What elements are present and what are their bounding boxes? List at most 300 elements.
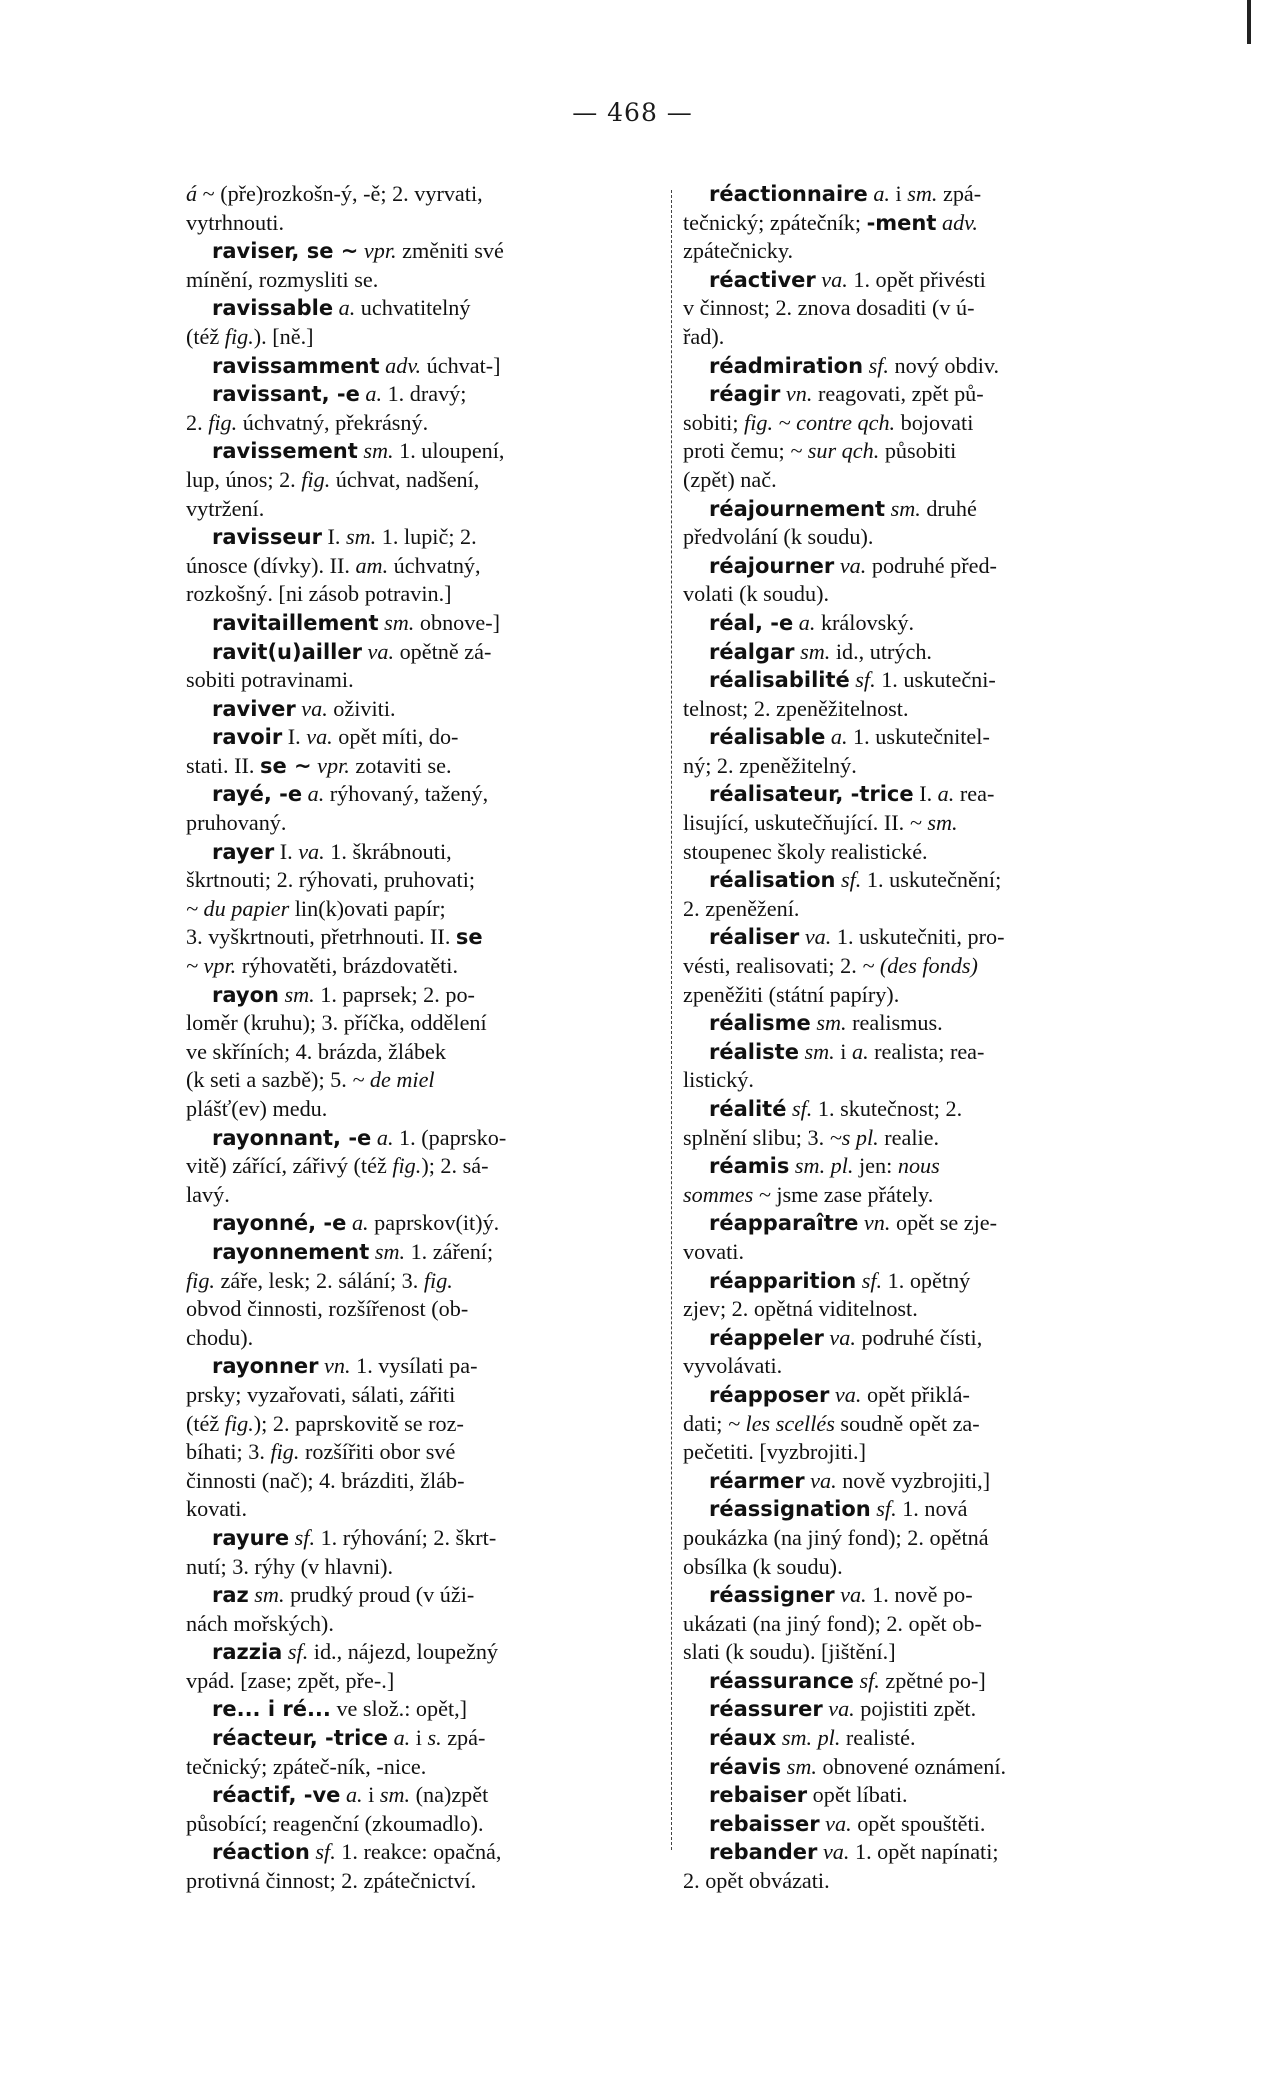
dictionary-line — [186, 1610, 666, 1639]
grammar-label: adv. — [941, 209, 978, 235]
dictionary-line — [186, 752, 666, 781]
dictionary-line — [186, 695, 666, 724]
grammar-label: a. — [393, 1725, 411, 1751]
definition-text: rea- — [954, 781, 995, 807]
definition-text: vitě) zářící, zářivý (též — [186, 1153, 393, 1179]
definition-text: úchvat, nadšení, — [330, 466, 480, 492]
definition-text: stati. II. — [186, 752, 260, 778]
dictionary-line — [683, 1066, 1161, 1095]
dictionary-line — [186, 1238, 666, 1267]
headword: rayure — [212, 1525, 290, 1550]
definition-text: podruhé před- — [866, 552, 997, 578]
dictionary-line — [186, 580, 666, 609]
grammar-label: ~ vpr. — [186, 953, 237, 979]
definition-text: listický. — [683, 1067, 754, 1093]
definition-text: zpá- — [441, 1725, 486, 1751]
dictionary-line — [683, 895, 1161, 924]
grammar-label: am. — [355, 552, 389, 578]
dictionary-line — [186, 1095, 666, 1124]
definition-text: reagovati, zpět pů- — [812, 381, 984, 407]
definition-text: slati (k soudu). [jištění.] — [683, 1639, 896, 1665]
dictionary-line — [683, 380, 1161, 409]
dictionary-line — [683, 1209, 1161, 1238]
definition-text: i — [362, 1782, 380, 1808]
dictionary-line — [683, 1124, 1161, 1153]
grammar-label: a. — [376, 1124, 394, 1150]
dictionary-line — [683, 266, 1161, 295]
grammar-label: sf. — [841, 867, 862, 893]
definition-text: I. — [321, 524, 346, 550]
dictionary-line — [683, 466, 1161, 495]
dictionary-line — [683, 666, 1161, 695]
grammar-label: sm. — [786, 1753, 817, 1779]
dictionary-line — [683, 1095, 1161, 1124]
grammar-label: va. — [840, 1582, 867, 1608]
dictionary-line — [186, 723, 666, 752]
dictionary-line — [186, 323, 666, 352]
definition-text: vytržení. — [186, 495, 265, 521]
definition-text: úchvatný, — [388, 552, 481, 578]
definition-text: jen: — [853, 1153, 898, 1179]
dictionary-line — [186, 1038, 666, 1067]
definition-text: lup, únos; 2. — [186, 466, 302, 492]
headword: rayonner — [212, 1354, 319, 1379]
grammar-label: va. — [822, 1839, 850, 1865]
definition-text: zpá- — [937, 181, 982, 206]
headword: rayé, -e — [212, 782, 303, 807]
dictionary-line — [186, 1638, 666, 1667]
grammar-label: fig. — [423, 1267, 453, 1293]
grammar-label: fig. — [392, 1153, 422, 1179]
headword: re... i ré... — [212, 1697, 331, 1722]
dictionary-line — [683, 1438, 1161, 1467]
dictionary-line — [186, 1124, 666, 1153]
definition-text: sobiti potravinami. — [186, 667, 354, 693]
grammar-label: ~ (des fonds) — [862, 953, 978, 979]
dictionary-line — [186, 1295, 666, 1324]
headword: ravit(u)ailler — [212, 639, 362, 664]
definition-text: škrtnouti; 2. rýhovati, pruhovati; — [186, 867, 476, 893]
dictionary-line — [186, 552, 666, 581]
definition-text: úchvatný, překrásný. — [237, 409, 429, 435]
headword: rebaisser — [709, 1811, 820, 1836]
definition-text: nutí; 3. rýhy (v hlavni). — [186, 1553, 394, 1579]
definition-text: zjev; 2. opětná viditelnost. — [683, 1296, 918, 1322]
grammar-label: sm. — [346, 524, 377, 550]
definition-text: vpád. [zase; zpět, pře-.] — [186, 1667, 395, 1693]
dictionary-line — [186, 952, 666, 981]
dictionary-line — [186, 1753, 666, 1782]
dictionary-line — [186, 495, 666, 524]
scan-edge-mark — [1247, 0, 1251, 44]
headword: rebander — [709, 1840, 818, 1865]
definition-text: 1. nová — [896, 1496, 968, 1522]
dictionary-line — [683, 1267, 1161, 1296]
grammar-label: sm. — [363, 438, 394, 464]
definition-text: i — [834, 1038, 852, 1064]
definition-text: druhé — [920, 495, 977, 521]
headword: réapparition — [709, 1268, 857, 1293]
definition-text: soudně opět za- — [834, 1410, 980, 1436]
dictionary-line — [683, 437, 1161, 466]
definition-text: působiti — [879, 438, 957, 464]
headword: raviser, se ~ — [212, 239, 359, 264]
headword: rayonnant, -e — [212, 1125, 372, 1150]
grammar-label: sm. — [907, 181, 938, 206]
definition-text: poukázka (na jiný fond); 2. opětná — [683, 1524, 989, 1550]
grammar-label: a. — [798, 609, 816, 635]
headword: réassigner — [709, 1583, 835, 1608]
dictionary-line — [186, 1352, 666, 1381]
definition-text: rýhovatěti, brázdovatěti. — [236, 953, 459, 979]
definition-text: 1. opět přivésti — [847, 266, 986, 292]
definition-text: ve slož.: opět,] — [330, 1696, 468, 1722]
grammar-label: sf. — [876, 1496, 897, 1522]
headword: réagir — [709, 382, 781, 407]
definition-text: nách mořských). — [186, 1610, 334, 1636]
grammar-label: ~ du papier — [186, 895, 290, 921]
headword: réapposer — [709, 1382, 830, 1407]
definition-text: opět se zje- — [890, 1210, 997, 1236]
definition-text: opět líbati. — [807, 1782, 908, 1808]
definition-text: proti čemu; — [683, 438, 791, 464]
headword: réalisateur, -trice — [709, 782, 914, 807]
dictionary-line — [186, 1381, 666, 1410]
dictionary-line — [186, 237, 666, 266]
definition-text: realisté. — [840, 1725, 916, 1751]
grammar-label: sf. — [294, 1524, 316, 1550]
grammar-label: va. — [829, 1324, 856, 1350]
dictionary-line — [186, 780, 666, 809]
definition-text: chodu). — [186, 1324, 254, 1350]
dictionary-line — [683, 580, 1161, 609]
headword: réappeler — [709, 1325, 824, 1350]
definition-text: 1. rýhování; 2. škrt- — [315, 1524, 497, 1550]
definition-text: I. — [913, 781, 938, 807]
definition-text: telnost; 2. zpeněžitelnost. — [683, 695, 909, 721]
definition-text: dati; — [683, 1410, 728, 1436]
dictionary-line — [683, 323, 1161, 352]
headword: se — [455, 925, 483, 950]
dictionary-line — [683, 1495, 1161, 1524]
definition-text: obsílka (k soudu). — [683, 1553, 843, 1579]
definition-text: 1. uskutečni- — [875, 667, 996, 693]
grammar-label: s. — [427, 1725, 442, 1751]
grammar-label: sm. — [890, 495, 921, 521]
dictionary-line — [186, 638, 666, 667]
dictionary-line — [186, 209, 666, 238]
definition-text: volati (k soudu). — [683, 581, 830, 607]
definition-text: bojovati — [895, 409, 974, 435]
grammar-label: fig. — [301, 466, 331, 492]
dictionary-line — [683, 1152, 1161, 1181]
grammar-label: va. — [825, 1810, 852, 1836]
headword: réaliste — [709, 1039, 799, 1064]
definition-text: 1. uskutečnitel- — [847, 724, 990, 750]
dictionary-line — [186, 1467, 666, 1496]
dictionary-line — [683, 695, 1161, 724]
definition-text: 1. skutečnost; 2. — [812, 1096, 963, 1121]
grammar-label: a. — [351, 1210, 369, 1236]
definition-text: 1. vysílati pa- — [350, 1353, 478, 1379]
grammar-label: vn. — [785, 381, 813, 407]
definition-text: změniti své — [396, 238, 504, 264]
grammar-label: a. — [851, 1038, 869, 1064]
dictionary-line — [186, 1324, 666, 1353]
headword: razzia — [212, 1640, 283, 1665]
definition-text: realismus. — [846, 1010, 943, 1036]
headword: réalisme — [709, 1011, 811, 1036]
dictionary-line — [186, 1581, 666, 1610]
dictionary-line — [186, 437, 666, 466]
definition-text: královský. — [815, 609, 915, 635]
dictionary-line — [186, 1838, 666, 1867]
grammar-label: sf. — [859, 1667, 880, 1693]
definition-text: opět přiklá- — [861, 1381, 970, 1407]
grammar-label: ~s pl. — [829, 1124, 879, 1150]
definition-text: podruhé čísti, — [855, 1324, 983, 1350]
definition-text: (na)zpět — [410, 1782, 489, 1808]
dictionary-line — [683, 294, 1161, 323]
definition-text: (též — [186, 323, 225, 349]
dictionary-line — [186, 923, 666, 952]
grammar-label: fig. — [208, 409, 238, 435]
dictionary-line — [186, 1810, 666, 1839]
dictionary-line — [683, 1553, 1161, 1582]
definition-text: pruhovaný. — [186, 810, 287, 836]
dictionary-line — [186, 294, 666, 323]
headword: réajournement — [709, 496, 886, 521]
definition-text: I. — [282, 724, 307, 750]
definition-text: pečetiti. [vyzbrojiti.] — [683, 1439, 866, 1465]
definition-text: tečnický; zpátečník; — [683, 209, 867, 235]
headword: réassurer — [709, 1697, 823, 1722]
grammar-label: va. — [301, 695, 328, 721]
dictionary-line — [683, 1638, 1161, 1667]
definition-text: 1. nově po- — [866, 1582, 973, 1608]
definition-text: zpětné po-] — [879, 1667, 986, 1693]
grammar-label: a. — [365, 381, 383, 407]
dictionary-line — [186, 1267, 666, 1296]
grammar-label: a. — [307, 781, 325, 807]
grammar-label: fig. ~ contre qch. — [744, 409, 896, 435]
dictionary-line — [186, 380, 666, 409]
grammar-label: fig. — [270, 1439, 300, 1465]
definition-text: paprskov(it)ý. — [368, 1210, 500, 1236]
definition-text: vésti, realisovati; 2. — [683, 953, 863, 979]
grammar-label: sm. — [804, 1038, 835, 1064]
definition-text: (k seti a sazbě); 5. — [186, 1067, 353, 1093]
headword: raz — [212, 1583, 249, 1608]
grammar-label: ~ sur qch. — [790, 438, 880, 464]
grammar-label: va. — [367, 638, 395, 664]
definition-text: 1. uskutečniti, pro- — [831, 924, 1005, 950]
dictionary-line — [186, 866, 666, 895]
definition-text: úchvat-] — [421, 352, 501, 378]
definition-text: ný; 2. zpeněžitelný. — [683, 752, 857, 778]
definition-text: i — [889, 181, 908, 206]
definition-text: ve skříních; 4. brázda, žlábek — [186, 1038, 446, 1064]
grammar-label: ~ sm. — [909, 810, 958, 836]
definition-text: vyvolávati. — [683, 1353, 783, 1379]
dictionary-line — [186, 1152, 666, 1181]
definition-text: prudký proud (v úži- — [284, 1582, 475, 1608]
definition-text: i — [410, 1725, 428, 1751]
grammar-label: adv. — [385, 352, 422, 378]
headword: ravissable — [212, 296, 334, 321]
definition-text: opět míti, do- — [332, 724, 459, 750]
grammar-label: sm. — [254, 1582, 285, 1608]
dictionary-line — [683, 1009, 1161, 1038]
headword: ravissant, -e — [212, 382, 360, 407]
dictionary-line — [683, 981, 1161, 1010]
dictionary-line — [186, 1209, 666, 1238]
headword: réassurance — [709, 1668, 854, 1693]
definition-text: 2. — [186, 409, 209, 435]
headword: réavis — [709, 1754, 782, 1779]
grammar-label: á — [186, 181, 203, 206]
dictionary-line — [683, 1695, 1161, 1724]
definition-text: 1. opět napínati; — [849, 1839, 999, 1865]
definition-text: plášť(ev) medu. — [186, 1096, 328, 1121]
definition-text: únosce (dívky). II. — [186, 552, 356, 578]
grammar-label: sommes ~ — [683, 1181, 771, 1207]
grammar-label: va. — [298, 838, 325, 864]
left-column — [186, 180, 666, 1896]
headword: réacteur, -trice — [212, 1726, 389, 1751]
headword: réalité — [709, 1097, 787, 1121]
definition-text: ). [ně.] — [253, 323, 314, 349]
dictionary-line — [683, 1324, 1161, 1353]
grammar-label: sf. — [868, 352, 889, 378]
dictionary-line — [186, 1009, 666, 1038]
headword: rayer — [212, 839, 275, 864]
headword: rayon — [212, 982, 279, 1007]
dictionary-line — [683, 638, 1161, 667]
headword: réadmiration — [709, 353, 864, 378]
grammar-label: ~ de miel — [352, 1067, 435, 1093]
grammar-label: sm. — [800, 638, 831, 664]
definition-text: vytrhnouti. — [186, 209, 284, 235]
definition-text: protivná činnost; 2. zpátečnictví. — [186, 1868, 477, 1894]
dictionary-line — [683, 523, 1161, 552]
definition-text: tečnický; zpáteč-ník, -nice. — [186, 1753, 427, 1779]
dictionary-line — [683, 1524, 1161, 1553]
definition-text: ); 2. paprskovitě se roz- — [253, 1410, 464, 1436]
dictionary-line — [683, 1610, 1161, 1639]
grammar-label: a. — [338, 295, 356, 321]
headword: ravissamment — [212, 353, 380, 378]
headword: réassignation — [709, 1497, 871, 1522]
dictionary-line — [683, 1410, 1161, 1439]
grammar-label: vn. — [324, 1353, 351, 1379]
grammar-label: sf. — [315, 1839, 336, 1865]
dictionary-line — [186, 981, 666, 1010]
definition-text: rozšířiti obor své — [299, 1439, 456, 1465]
dictionary-line — [683, 1038, 1161, 1067]
dictionary-line — [683, 1238, 1161, 1267]
headword: réactiver — [709, 267, 816, 292]
grammar-label: sm. — [816, 1010, 847, 1036]
dictionary-line — [186, 466, 666, 495]
definition-text: 1. (paprsko- — [393, 1124, 507, 1150]
headword: réarmer — [709, 1468, 805, 1493]
headword: réajourner — [709, 553, 835, 578]
headword: ravisseur — [212, 525, 322, 550]
headword: rebaiser — [709, 1783, 808, 1808]
grammar-label: vpr. — [317, 752, 350, 778]
definition-text: opětně zá- — [394, 638, 492, 664]
dictionary-line — [683, 952, 1161, 981]
dictionary-line — [683, 1181, 1161, 1210]
definition-text: lin(k)ovati papír; — [289, 895, 446, 921]
grammar-label: fig. — [224, 1410, 254, 1436]
dictionary-line — [186, 1181, 666, 1210]
dictionary-line — [683, 838, 1161, 867]
definition-text: nový obdiv. — [888, 352, 1000, 378]
right-column — [683, 180, 1161, 1896]
headword: réalisation — [709, 868, 836, 893]
dictionary-line — [186, 1553, 666, 1582]
definition-text: řad). — [683, 323, 725, 349]
definition-text: nově vyzbrojiti,] — [836, 1467, 991, 1493]
definition-text: sobiti; — [683, 409, 745, 435]
definition-text: rýhovaný, tažený, — [324, 781, 489, 807]
dictionary-line — [683, 866, 1161, 895]
dictionary-line — [186, 1724, 666, 1753]
dictionary-line — [683, 780, 1161, 809]
definition-text: 2. zpeněžení. — [683, 895, 800, 921]
column-divider — [671, 190, 672, 1850]
headword: réal, -e — [709, 610, 794, 635]
grammar-label: sm. pl. — [781, 1725, 841, 1751]
definition-text: zpeněžiti (státní papíry). — [683, 981, 900, 1007]
dictionary-line — [186, 1867, 666, 1896]
grammar-label: va. — [839, 552, 867, 578]
definition-text: prsky; vyzařovati, sálati, zářiti — [186, 1381, 456, 1407]
definition-text: 1. dravý; — [382, 381, 467, 407]
dictionary-line — [186, 1066, 666, 1095]
dictionary-line — [683, 180, 1161, 209]
definition-text: 1. uskutečnění; — [861, 867, 1002, 893]
definition-text: 1. reakce: opačná, — [335, 1839, 502, 1865]
grammar-label: a. — [937, 781, 955, 807]
dictionary-line — [683, 1810, 1161, 1839]
definition-text: realista; rea- — [868, 1038, 985, 1064]
headword: réalisabilité — [709, 668, 850, 693]
grammar-label: va. — [828, 1696, 855, 1722]
definition-text: (též — [186, 1410, 225, 1436]
dictionary-line — [186, 1495, 666, 1524]
dictionary-line — [186, 609, 666, 638]
definition-text: bíhati; 3. — [186, 1439, 271, 1465]
headword: réamis — [709, 1154, 790, 1179]
headword: réalgar — [709, 639, 795, 664]
definition-text: 1. opětný — [882, 1267, 971, 1293]
grammar-label: vpr. — [363, 238, 397, 264]
headword: raviver — [212, 696, 296, 721]
definition-text: zotaviti se. — [349, 752, 452, 778]
dictionary-line — [683, 1667, 1161, 1696]
dictionary-line — [186, 1695, 666, 1724]
dictionary-line — [683, 1352, 1161, 1381]
dictionary-line — [683, 1381, 1161, 1410]
definition-text: záře, lesk; 2. sálání; 3. — [214, 1267, 424, 1293]
headword: réapparaître — [709, 1211, 859, 1236]
dictionary-line — [683, 1295, 1161, 1324]
dictionary-line — [186, 409, 666, 438]
headword: ravitaillement — [212, 610, 379, 635]
